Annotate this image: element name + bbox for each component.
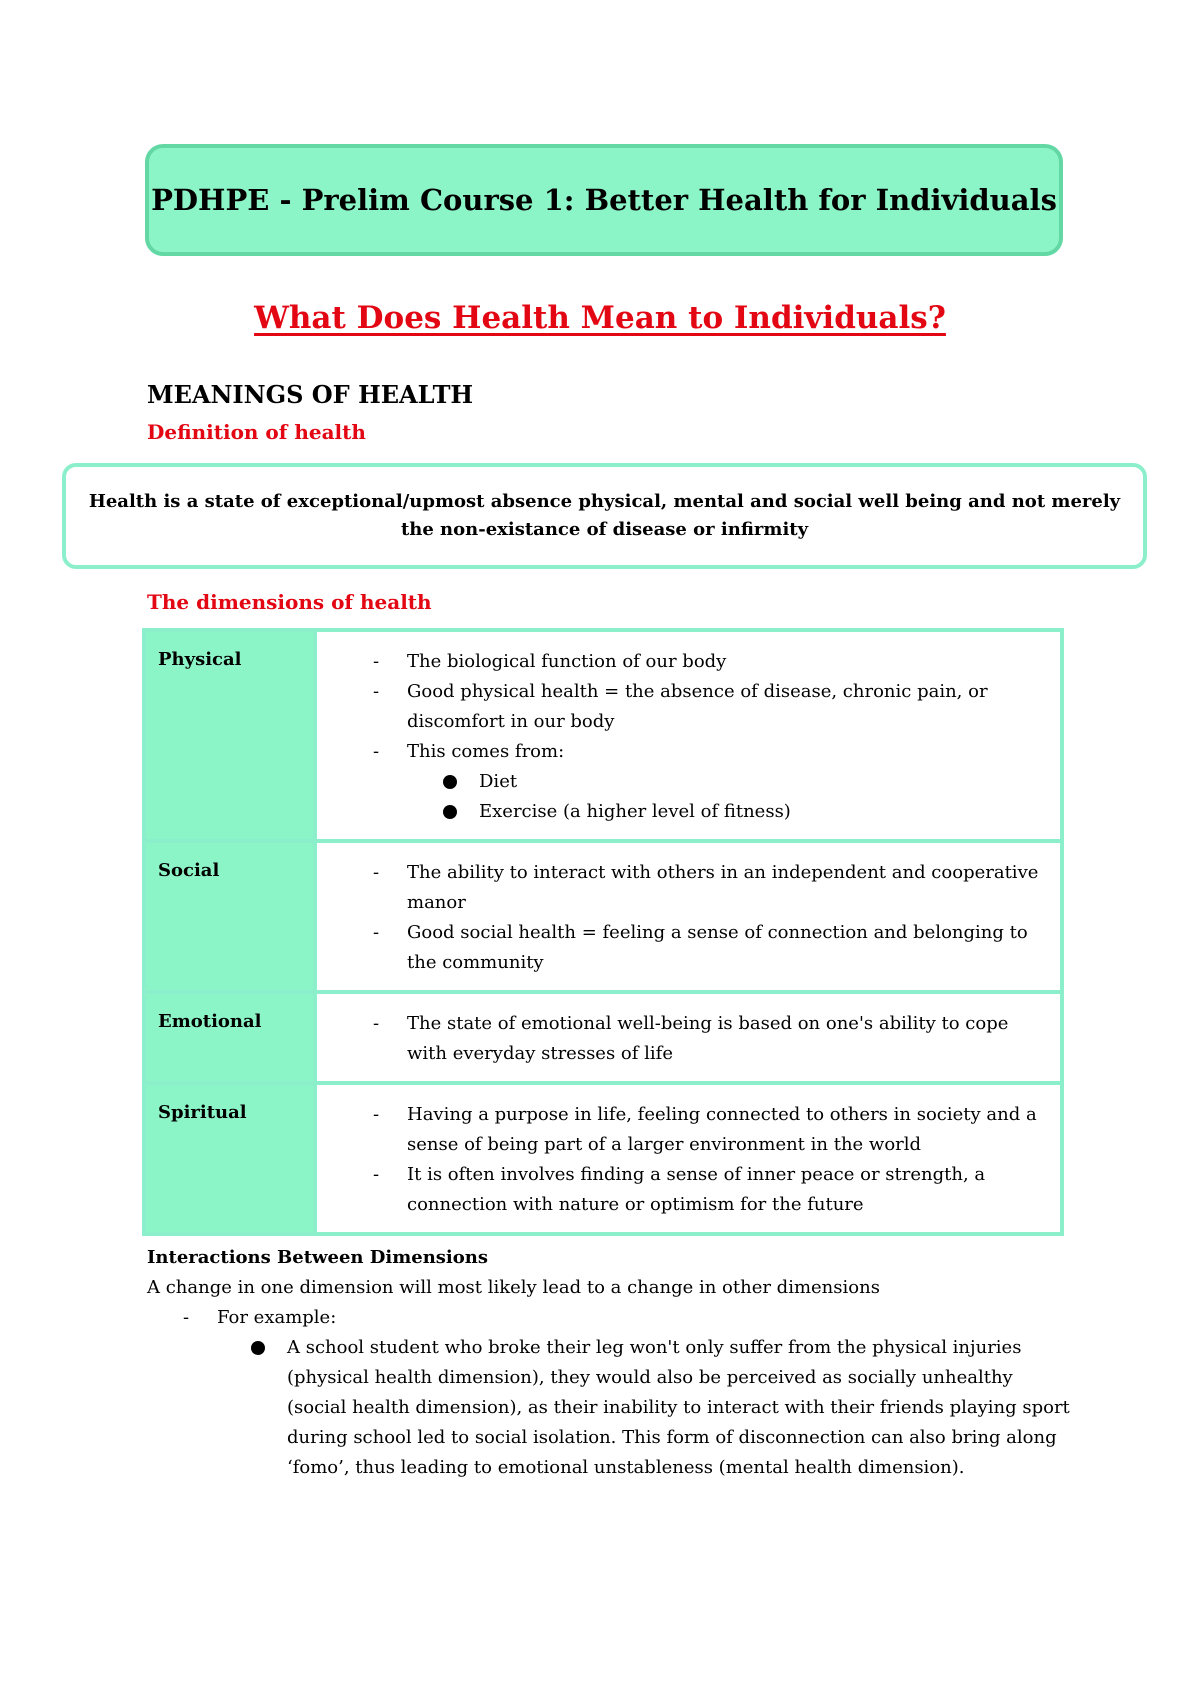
list-item-text: For example: xyxy=(217,1307,337,1328)
list-item: - The ability to interact with others in an independent and cooperative manor xyxy=(373,858,1046,918)
dimension-points xyxy=(329,1009,1046,1069)
list-item: - The state of emotional well-being is based on one's ability to cope with everyday stresses of life xyxy=(373,1009,1046,1069)
list-item: - Good physical health = the absence of disease, chronic pain, or discomfort in our body xyxy=(373,677,1046,737)
page-title: PDHPE - Prelim Course 1: Better Health for Individuals xyxy=(151,183,1057,217)
interactions-heading: Interactions Between Dimensions xyxy=(147,1247,488,1268)
list-item-text: This comes from: xyxy=(407,741,565,762)
list-item: - Having a purpose in life, feeling connected to others in society and a sense of being part of a larger environment in the world xyxy=(373,1100,1046,1160)
dimension-label: Emotional xyxy=(144,992,315,1083)
definition-heading: Definition of health xyxy=(147,420,366,444)
dimension-points xyxy=(329,1100,1046,1220)
example-list xyxy=(217,1333,1077,1483)
list-item: Exercise (a higher level of fitness) xyxy=(443,797,1046,827)
list-item: Diet xyxy=(443,767,1046,797)
definition-box xyxy=(62,463,1147,569)
list-item xyxy=(373,737,1046,827)
interactions-section xyxy=(147,1243,1077,1483)
title-box xyxy=(145,144,1063,256)
interactions-intro: A change in one dimension will most likely lead to a change in other dimensions xyxy=(147,1277,880,1298)
list-item: A school student who broke their leg won't only suffer from the physical injuries (physical health dimension), they would also be perceived as socially unhealthy (social health dimension), as their inability to interact with their friends playing sport during school led to social isolation. This form of disconnection can also bring along ‘fomo’, thus leading to emotional unstableness (mental health dimension). xyxy=(251,1333,1077,1483)
sub-points xyxy=(407,767,1046,827)
page-subtitle: What Does Health Mean to Individuals? xyxy=(254,300,946,336)
table-row xyxy=(144,992,1062,1083)
list-item: - The biological function of our body xyxy=(373,647,1046,677)
dimension-points xyxy=(329,647,1046,827)
section-heading: MEANINGS OF HEALTH xyxy=(147,380,474,409)
dimension-content xyxy=(315,1083,1062,1234)
dimension-content xyxy=(315,992,1062,1083)
interactions-list xyxy=(147,1303,1077,1483)
dimension-content xyxy=(315,630,1062,841)
dimension-label: Spiritual xyxy=(144,1083,315,1234)
table-row xyxy=(144,630,1062,841)
list-item xyxy=(183,1303,1077,1483)
table-row xyxy=(144,1083,1062,1234)
list-item: - Good social health = feeling a sense of connection and belonging to the community xyxy=(373,918,1046,978)
dimension-content xyxy=(315,841,1062,992)
dimensions-heading: The dimensions of health xyxy=(147,590,432,614)
definition-text: Health is a state of exceptional/upmost absence physical, mental and social well being and not merely the non-existance of disease or infirmity xyxy=(88,491,1121,540)
list-item: - It is often involves finding a sense of inner peace or strength, a connection with nature or optimism for the future xyxy=(373,1160,1046,1220)
dimension-points xyxy=(329,858,1046,978)
dimension-label: Social xyxy=(144,841,315,992)
table-row xyxy=(144,841,1062,992)
dimension-label: Physical xyxy=(144,630,315,841)
dimensions-table xyxy=(142,628,1064,1236)
